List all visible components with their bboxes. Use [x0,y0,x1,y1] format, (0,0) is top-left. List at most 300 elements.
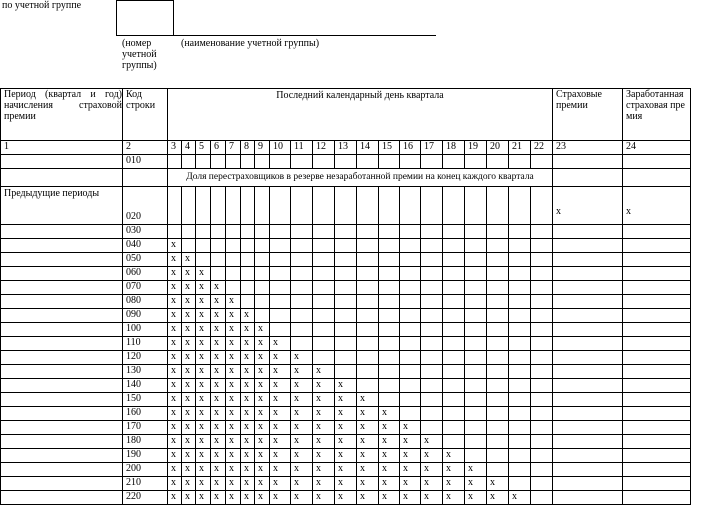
day-cell[interactable] [443,379,465,393]
day-cell[interactable] [443,435,465,449]
day-cell[interactable] [313,267,335,281]
day-cell[interactable] [357,337,379,351]
day-cell[interactable] [487,421,509,435]
day-cell[interactable] [465,155,487,169]
premiums-cell[interactable] [553,477,623,491]
day-cell[interactable] [357,365,379,379]
earned-cell[interactable] [623,309,691,323]
day-cell[interactable] [255,295,270,309]
day-cell[interactable] [487,187,509,225]
day-cell[interactable] [241,267,255,281]
earned-cell[interactable] [623,337,691,351]
day-cell[interactable] [335,253,357,267]
premiums-cell[interactable] [553,225,623,239]
day-cell[interactable] [531,239,553,253]
x-mark-cell: x [211,323,226,337]
day-cell[interactable] [241,239,255,253]
day-cell[interactable] [531,337,553,351]
day-cell[interactable] [182,239,196,253]
day-cell[interactable] [465,309,487,323]
premiums-cell[interactable] [553,379,623,393]
day-cell[interactable] [465,421,487,435]
day-cell[interactable] [443,421,465,435]
day-cell[interactable] [443,253,465,267]
premiums-cell[interactable] [553,239,623,253]
day-cell[interactable] [196,253,211,267]
day-cell[interactable] [487,365,509,379]
day-cell[interactable] [255,239,270,253]
day-cell[interactable] [509,393,531,407]
day-cell[interactable] [379,225,400,239]
day-cell[interactable] [443,309,465,323]
day-cell[interactable] [421,421,443,435]
day-cell[interactable] [421,337,443,351]
day-cell[interactable] [509,477,531,491]
day-cell[interactable] [291,155,313,169]
day-cell[interactable] [509,239,531,253]
day-cell[interactable] [226,281,241,295]
day-cell[interactable] [487,239,509,253]
day-cell[interactable] [421,393,443,407]
day-cell[interactable] [291,295,313,309]
day-cell[interactable] [313,309,335,323]
day-cell[interactable] [509,407,531,421]
day-cell[interactable] [357,323,379,337]
day-cell[interactable] [443,281,465,295]
day-cell[interactable] [531,323,553,337]
earned-cell[interactable] [623,365,691,379]
day-cell[interactable] [291,225,313,239]
day-cell[interactable] [196,225,211,239]
day-cell[interactable] [465,187,487,225]
day-cell[interactable] [196,239,211,253]
day-cell[interactable] [509,295,531,309]
day-cell[interactable] [270,155,291,169]
premiums-cell[interactable] [553,463,623,477]
day-cell[interactable] [465,295,487,309]
day-cell[interactable] [270,187,291,225]
earned-cell[interactable] [623,477,691,491]
day-cell[interactable] [211,225,226,239]
day-cell[interactable] [531,295,553,309]
day-cell[interactable] [465,225,487,239]
day-cell[interactable] [226,267,241,281]
day-cell[interactable] [465,281,487,295]
day-cell[interactable] [379,295,400,309]
day-cell[interactable] [270,309,291,323]
day-cell[interactable] [465,449,487,463]
group-name-line [116,35,436,36]
day-cell[interactable] [241,187,255,225]
day-cell[interactable] [443,155,465,169]
day-cell[interactable] [211,155,226,169]
day-cell[interactable] [421,295,443,309]
day-cell[interactable] [379,267,400,281]
day-cell[interactable] [487,225,509,239]
day-cell[interactable] [531,309,553,323]
day-cell[interactable] [379,253,400,267]
day-cell[interactable] [226,253,241,267]
day-cell[interactable] [182,187,196,225]
day-cell[interactable] [255,253,270,267]
day-cell[interactable] [443,187,465,225]
premiums-cell[interactable] [553,421,623,435]
day-cell[interactable] [211,187,226,225]
day-cell[interactable] [531,281,553,295]
day-cell[interactable] [487,295,509,309]
day-cell[interactable] [487,407,509,421]
day-cell[interactable] [357,379,379,393]
day-cell[interactable] [379,365,400,379]
day-cell[interactable] [226,225,241,239]
day-cell[interactable] [400,187,421,225]
day-cell[interactable] [421,187,443,225]
day-cell[interactable] [509,449,531,463]
earned-cell[interactable] [623,407,691,421]
day-cell[interactable] [226,187,241,225]
day-cell[interactable] [531,463,553,477]
day-cell[interactable] [291,323,313,337]
day-cell[interactable] [255,187,270,225]
day-cell[interactable] [313,239,335,253]
day-cell[interactable] [443,225,465,239]
day-cell[interactable] [335,267,357,281]
day-cell[interactable] [291,337,313,351]
day-cell[interactable] [400,295,421,309]
day-cell[interactable] [509,365,531,379]
day-cell[interactable] [335,187,357,225]
day-cell[interactable] [487,155,509,169]
day-cell[interactable] [421,379,443,393]
day-cell[interactable] [400,267,421,281]
day-cell[interactable] [531,365,553,379]
day-cell[interactable] [400,225,421,239]
day-cell[interactable] [335,351,357,365]
day-cell[interactable] [443,295,465,309]
day-cell[interactable] [255,267,270,281]
earned-cell[interactable] [623,435,691,449]
day-cell[interactable] [270,281,291,295]
day-cell[interactable] [531,435,553,449]
day-cell[interactable] [509,323,531,337]
day-cell[interactable] [487,463,509,477]
day-cell[interactable] [379,155,400,169]
earned-cell[interactable] [623,225,691,239]
day-cell[interactable] [400,365,421,379]
day-cell[interactable] [421,155,443,169]
day-cell[interactable] [270,239,291,253]
day-cell[interactable] [465,365,487,379]
day-cell[interactable] [443,239,465,253]
day-cell[interactable] [509,337,531,351]
day-cell[interactable] [531,267,553,281]
day-cell[interactable] [291,239,313,253]
day-cell[interactable] [531,187,553,225]
day-cell[interactable] [379,351,400,365]
day-cell[interactable] [421,253,443,267]
day-cell[interactable] [357,295,379,309]
day-cell[interactable] [379,323,400,337]
day-cell[interactable] [241,225,255,239]
day-cell[interactable] [400,155,421,169]
day-cell[interactable] [357,351,379,365]
day-cell[interactable] [357,225,379,239]
day-cell[interactable] [531,379,553,393]
day-cell[interactable] [509,155,531,169]
premiums-cell[interactable] [553,253,623,267]
day-cell[interactable] [313,281,335,295]
earned-cell[interactable] [623,393,691,407]
day-cell[interactable] [270,225,291,239]
day-cell[interactable] [270,267,291,281]
day-cell[interactable] [291,309,313,323]
day-cell[interactable] [313,295,335,309]
day-cell[interactable] [509,435,531,449]
day-cell[interactable] [531,477,553,491]
earned-cell[interactable] [623,379,691,393]
day-cell[interactable] [291,281,313,295]
day-cell[interactable] [465,351,487,365]
day-cell[interactable] [509,187,531,225]
day-cell[interactable] [465,239,487,253]
day-cell[interactable] [465,267,487,281]
premiums-cell[interactable] [553,169,623,187]
earned-cell[interactable] [623,323,691,337]
day-cell[interactable] [335,281,357,295]
day-cell[interactable] [400,393,421,407]
premiums-cell[interactable] [553,267,623,281]
day-cell[interactable] [168,155,182,169]
earned-cell[interactable] [623,281,691,295]
day-cell[interactable] [270,295,291,309]
day-cell[interactable] [211,253,226,267]
day-cell[interactable] [313,155,335,169]
premiums-cell[interactable] [553,435,623,449]
day-cell[interactable] [211,267,226,281]
day-cell[interactable] [313,253,335,267]
day-cell[interactable] [313,323,335,337]
day-cell[interactable] [443,393,465,407]
day-cell[interactable] [379,337,400,351]
day-cell[interactable] [421,225,443,239]
day-cell[interactable] [487,267,509,281]
day-cell[interactable] [335,309,357,323]
day-cell[interactable] [400,323,421,337]
earned-cell[interactable] [623,351,691,365]
earned-cell[interactable] [623,295,691,309]
day-cell[interactable] [182,225,196,239]
day-cell[interactable] [241,295,255,309]
premiums-cell[interactable] [553,281,623,295]
day-cell[interactable] [531,491,553,505]
day-cell[interactable] [379,281,400,295]
day-cell[interactable] [335,365,357,379]
day-cell[interactable] [379,379,400,393]
day-cell[interactable] [421,267,443,281]
day-cell[interactable] [509,309,531,323]
premiums-cell[interactable] [553,491,623,505]
day-cell[interactable] [357,155,379,169]
premiums-cell[interactable] [553,309,623,323]
day-cell[interactable] [509,267,531,281]
row-label-cell [1,281,123,295]
day-cell[interactable] [335,155,357,169]
day-cell[interactable] [255,281,270,295]
day-cell[interactable] [335,295,357,309]
day-cell[interactable] [313,187,335,225]
day-cell[interactable] [400,281,421,295]
day-cell[interactable] [255,309,270,323]
earned-cell[interactable] [623,267,691,281]
premiums-cell[interactable] [553,323,623,337]
x-mark-cell: x [196,295,211,309]
day-cell[interactable] [182,155,196,169]
premiums-cell[interactable] [553,365,623,379]
day-cell[interactable] [379,393,400,407]
day-cell[interactable] [465,379,487,393]
day-cell[interactable] [531,225,553,239]
day-cell[interactable] [357,309,379,323]
day-cell[interactable] [168,225,182,239]
day-cell[interactable] [379,187,400,225]
day-cell[interactable] [241,253,255,267]
day-cell[interactable] [421,323,443,337]
day-cell[interactable] [196,187,211,225]
day-cell[interactable] [487,351,509,365]
day-cell[interactable] [421,239,443,253]
day-cell[interactable] [270,253,291,267]
day-cell[interactable] [531,393,553,407]
day-cell[interactable] [421,281,443,295]
day-cell[interactable] [313,351,335,365]
day-cell[interactable] [357,253,379,267]
premiums-cell[interactable] [553,337,623,351]
day-cell[interactable] [379,309,400,323]
col-number-day-4: 6 [211,141,226,155]
premiums-cell[interactable] [553,351,623,365]
day-cell[interactable] [400,309,421,323]
day-cell[interactable] [335,337,357,351]
day-cell[interactable] [509,421,531,435]
day-cell[interactable] [379,239,400,253]
day-cell[interactable] [196,155,211,169]
day-cell[interactable] [487,379,509,393]
day-cell[interactable] [443,407,465,421]
day-cell[interactable] [465,337,487,351]
day-cell[interactable] [487,435,509,449]
day-cell[interactable] [487,253,509,267]
premiums-cell[interactable] [553,393,623,407]
day-cell[interactable] [400,239,421,253]
day-cell[interactable] [421,365,443,379]
premiums-cell[interactable] [553,449,623,463]
day-cell[interactable] [487,323,509,337]
premiums-cell[interactable] [553,407,623,421]
day-cell[interactable] [241,281,255,295]
day-cell[interactable] [357,281,379,295]
day-cell[interactable] [226,155,241,169]
day-cell[interactable] [487,337,509,351]
day-cell[interactable] [400,337,421,351]
day-cell[interactable] [357,187,379,225]
day-cell[interactable] [465,323,487,337]
day-cell[interactable] [531,155,553,169]
day-cell[interactable] [270,323,291,337]
day-cell[interactable] [465,407,487,421]
day-cell[interactable] [509,281,531,295]
day-cell[interactable] [400,379,421,393]
day-cell[interactable] [335,225,357,239]
day-cell[interactable] [443,267,465,281]
day-cell[interactable] [487,449,509,463]
day-cell[interactable] [421,407,443,421]
earned-cell[interactable] [623,169,691,187]
day-cell[interactable] [400,253,421,267]
day-cell[interactable] [211,239,226,253]
day-cell[interactable] [487,393,509,407]
day-cell[interactable] [421,351,443,365]
day-cell[interactable] [509,225,531,239]
day-cell[interactable] [531,351,553,365]
day-cell[interactable] [531,449,553,463]
day-cell[interactable] [313,337,335,351]
day-cell[interactable] [509,351,531,365]
day-cell[interactable] [487,281,509,295]
day-cell[interactable] [357,239,379,253]
earned-cell[interactable] [623,463,691,477]
day-cell[interactable] [531,421,553,435]
day-cell[interactable] [241,155,255,169]
day-cell[interactable] [313,225,335,239]
earned-cell[interactable] [623,421,691,435]
day-cell[interactable] [531,253,553,267]
day-cell[interactable] [487,309,509,323]
day-cell[interactable] [400,351,421,365]
group-number-box[interactable] [116,0,174,36]
day-cell[interactable] [400,407,421,421]
day-cell[interactable] [421,309,443,323]
premiums-cell[interactable] [553,295,623,309]
day-cell[interactable] [255,225,270,239]
day-cell[interactable] [291,267,313,281]
day-cell[interactable] [443,351,465,365]
day-cell[interactable] [335,323,357,337]
day-cell[interactable] [291,253,313,267]
day-cell[interactable] [335,239,357,253]
earned-cell[interactable] [623,239,691,253]
day-cell[interactable] [357,267,379,281]
earned-cell[interactable] [623,449,691,463]
premiums-cell[interactable] [553,155,623,169]
day-cell[interactable] [465,435,487,449]
day-cell[interactable] [291,187,313,225]
earned-cell[interactable] [623,155,691,169]
day-cell[interactable] [465,253,487,267]
day-cell[interactable] [465,393,487,407]
day-cell[interactable] [509,379,531,393]
day-cell[interactable] [509,463,531,477]
earned-cell[interactable] [623,253,691,267]
day-cell[interactable] [531,407,553,421]
day-cell[interactable] [509,253,531,267]
day-cell[interactable] [168,187,182,225]
day-cell[interactable] [443,337,465,351]
day-cell[interactable] [255,155,270,169]
earned-cell[interactable] [623,491,691,505]
day-cell[interactable] [443,323,465,337]
day-cell[interactable] [226,239,241,253]
day-cell[interactable] [443,365,465,379]
